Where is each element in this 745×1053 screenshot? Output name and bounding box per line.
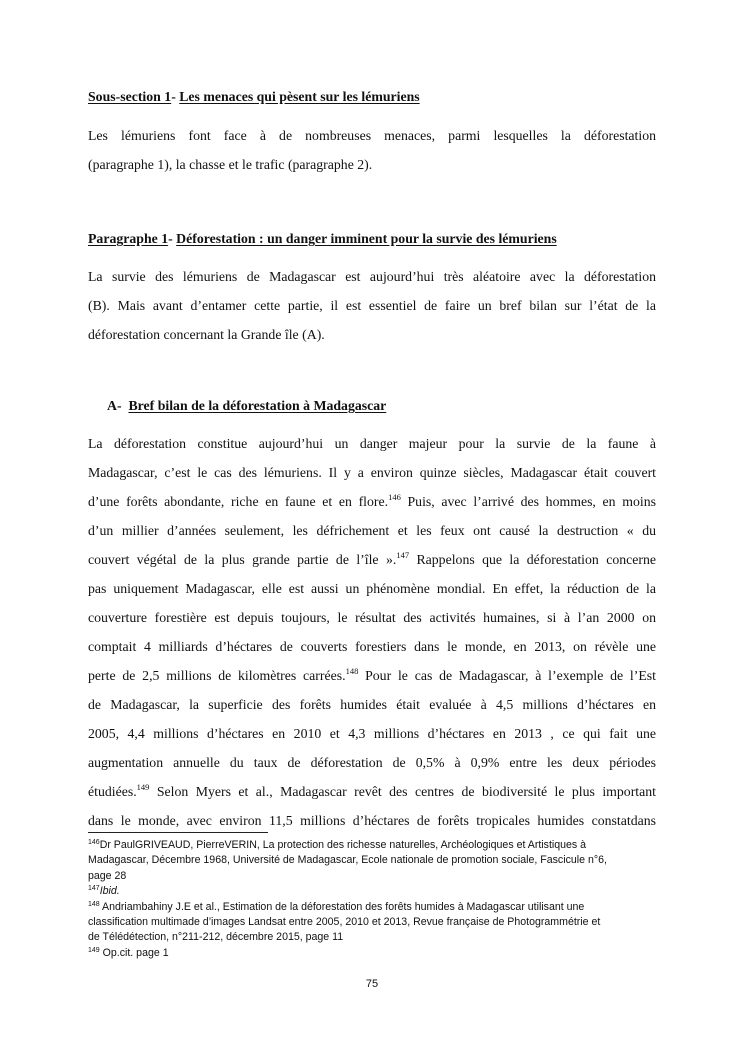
page-number: 75 (365, 978, 379, 990)
footnote-ref[interactable]: 147 (396, 550, 410, 560)
footnotes (88, 838, 656, 961)
footnote-149 (88, 946, 656, 961)
text-line: 2005, 4,4 millions d’héctares en 2010 et 4,3 millions d’héctares en 2013 , ce qui fait une (88, 726, 656, 741)
footnote-text: Op.cit. page 1 (99, 946, 169, 959)
text-line: couverture forestière est depuis toujours, le résultat des activités humaines, si à l’an 2000 on (88, 610, 656, 625)
footnote-text: Andriambahiny J.E et al., Estimation de la déforestation des forêts humides à Madagascar utilisant une (99, 900, 585, 913)
footnote-text: Dr PaulGRIVEAUD, PierreVERIN, La protection des richesse naturelles, Archéologiques et Artistiques à (99, 839, 587, 851)
footnote-divider (88, 832, 268, 833)
text-line: déforestation concernant la Grande île (A). (88, 327, 325, 342)
paragraphe-label: Paragraphe 1 (88, 231, 169, 246)
footnote-ref[interactable]: 149 (136, 782, 150, 792)
footnote-146 (88, 838, 656, 853)
footnote-148-cont: classification multimade d’images Landsat entre 2005, 2010 et 2013, Revue française de Photogrammétrie et (88, 916, 601, 929)
paragraphe-heading (88, 230, 557, 248)
text-segment: d’une forêts abondante, riche en faune et en flore. (88, 494, 389, 509)
footnote-number: 147 (88, 885, 100, 893)
footnote-ref[interactable]: 148 (345, 666, 359, 676)
text-line: La déforestation constitue aujourd’hui un danger majeur pour la survie de la faune à (88, 436, 656, 451)
footnote-text: Ibid. (99, 885, 120, 898)
text-segment: étudiées. (88, 784, 137, 799)
text-line: pas uniquement Madagascar, elle est aussi un phénomène mondial. En effet, la réduction de la (88, 581, 656, 596)
text-segment: Selon Myers et al., Madagascar revêt des centres de biodiversité le plus important (149, 784, 656, 799)
text-line: de Madagascar, la superficie des forêts humides était evaluée à 4,5 millions d’héctares en (88, 697, 656, 712)
text-segment: Puis, avec l’arrivé des hommes, en moins (400, 494, 656, 509)
text-line: La survie des lémuriens de Madagascar est aujourd’hui très aléatoire avec la déforestation (88, 269, 656, 284)
heading-separator: - (168, 231, 177, 246)
intro-paragraph (88, 121, 656, 179)
text-line (88, 487, 656, 516)
paragraph-1-intro (88, 262, 656, 349)
text-line: dans le monde, avec environ 11,5 millions d’héctares de forêts tropicales humides constatdans (88, 813, 656, 828)
text-line: Les lémuriens font face à de nombreuses menaces, parmi lesquelles la déforestation (88, 128, 656, 143)
footnote-147 (88, 884, 656, 899)
section-a-label: A- (107, 398, 122, 413)
heading-separator: - (171, 89, 180, 104)
body-paragraph (88, 429, 656, 835)
text-line: comptait 4 milliards d’héctares de couverts forestiers dans le monde, en 2013, on révèle une (88, 639, 656, 654)
text-line (88, 777, 656, 806)
text-line (88, 661, 656, 690)
text-line (88, 545, 656, 574)
footnote-148 (88, 900, 656, 915)
text-line: Madagascar, c’est le cas des lémuriens. Il y a environ quinze siècles, Madagascar était couvert (88, 465, 656, 480)
text-line: (B). Mais avant d’entamer cette partie, il est essentiel de faire un bref bilan sur l’état de la (88, 298, 656, 313)
text-line: d’un millier d’années seulement, les défrichement et les feux ont causé la destruction « du (88, 523, 656, 538)
text-segment: perte de 2,5 millions de kilomètres carrées. (88, 668, 346, 683)
text-line: augmentation annuelle du taux de déforestation de 0,5% à 0,9% entre les deux périodes (88, 755, 656, 770)
section-a-title: Bref bilan de la déforestation à Madagascar (128, 398, 387, 413)
sous-section-heading (88, 88, 420, 106)
footnote-148-cont: de Télédétection, n°211-212, décembre 2015, page 11 (88, 931, 344, 944)
footnote-146-cont: Madagascar, Décembre 1968, Université de Madagascar, Ecole nationale de promotion sociale, Fascicule n°6, (88, 854, 607, 867)
footnote-ref[interactable]: 146 (388, 492, 401, 502)
paragraphe-title: Déforestation : un danger imminent pour la survie des lémuriens (176, 231, 557, 246)
footnote-number: 146 (88, 839, 100, 846)
footnote-146-cont: page 28 (88, 869, 127, 882)
text-segment: couvert végétal de la plus grande partie de l’île ». (88, 552, 397, 567)
footnote-number: 149 (88, 946, 100, 954)
text-segment: Pour le cas de Madagascar, à l’exemple de l’Est (358, 668, 656, 683)
text-segment: Rappelons que la déforestation concerne (409, 552, 656, 567)
sous-section-label: Sous-section 1 (88, 89, 172, 104)
footnote-number: 148 (88, 900, 100, 908)
text-line: (paragraphe 1), la chasse et le trafic (paragraphe 2). (88, 157, 373, 172)
section-a-heading (107, 397, 386, 415)
sous-section-title: Les menaces qui pèsent sur les lémuriens (179, 89, 420, 104)
